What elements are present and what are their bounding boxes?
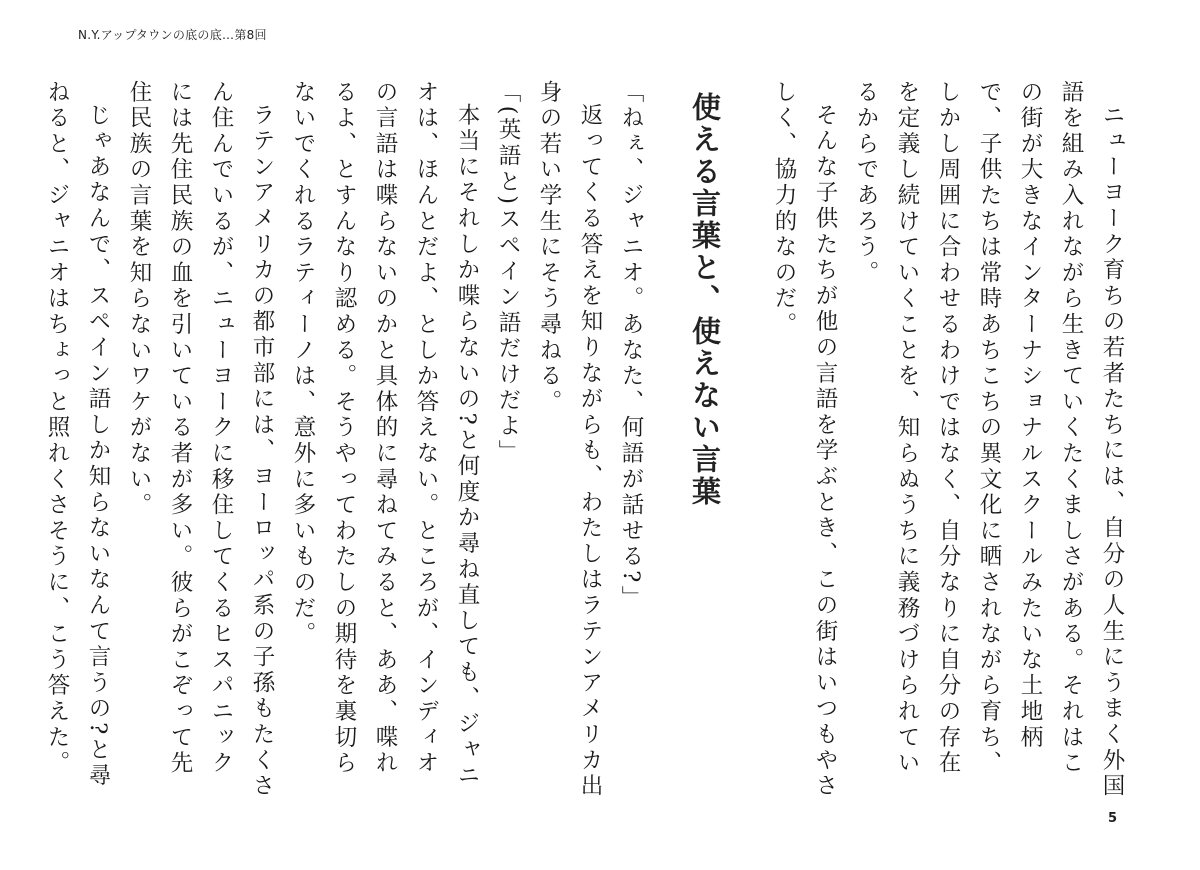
- page-number: 5: [1108, 811, 1118, 826]
- paragraph-intro: ニューヨーク育ちの若者たちには、自分の人生にうまく外国語を組み入れながら生きていくたくましさがある。それはこの街が大きなインターナショナルスクールみたいな土地柄で、子供たちは常時あちこちの異文化に晒されながら育ち、しかし周囲に合わせるわけではなく、自分なりに自分の存在を定義し続けていくことを、知らぬうちに義務づけられているからであろう。: [853, 80, 1125, 800]
- paragraph-languages: 本当にそれしか喋らないの?と何度か尋ね直しても、ジャニオは、ほんとだよ、としか答えない。ところが、インディオの言語は喋らないのかと具体的に尋ねてみると、ああ、喋れるよ、とすんなり認める。そうやってわたしの期待を裏切らないでくれるラティーノは、意外に多いものだ。: [290, 80, 480, 789]
- section-heading: 使える言葉と、使えない言葉: [688, 91, 722, 508]
- paragraph-asking: 返ってくる答えを知りながらも、わたしはラテンアメリカ出身の若い学生にそう尋ねる。: [536, 80, 603, 800]
- running-header-title: N.Y.アップタウンの底の底…第8回: [78, 28, 267, 42]
- dialogue-question: 「ねぇ、ジャニオ。あなた、何語が話せる?」: [618, 80, 644, 612]
- paragraph-question: じゃあなんで、スペイン語しか知らないなんて言うの?と尋ねると、ジャニオはちょっと照れくさそうに、こう答えた。: [44, 80, 111, 789]
- paragraph-latin-america: ラテンアメリカの都市部には、ヨーロッパ系の子孫もたくさん住んでいるが、ニューヨークに移住してくるヒスパニックには先住民族の血を引いている者が多い。彼らがこぞって先住民族の言葉を知らないワケがない。: [126, 80, 275, 800]
- article-body: [44, 80, 1132, 800]
- dialogue-answer: 「(英語と)スペイン語だけだよ」: [495, 80, 521, 466]
- paragraph-city: そんな子供たちが他の言語を学ぶとき、この街はいつもやさしく、協力的なのだ。: [771, 80, 838, 800]
